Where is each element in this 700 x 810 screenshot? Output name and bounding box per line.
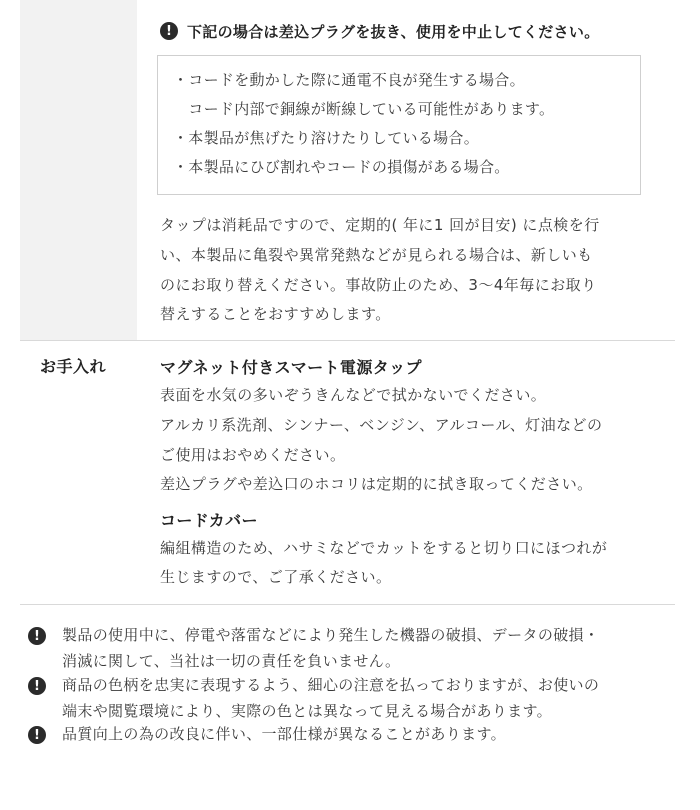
section-divider — [20, 340, 675, 341]
inspection-paragraph-line: い、本製品に亀裂や異常発熱などが見られる場合は、新しいも — [160, 246, 593, 264]
warning-box-line: コード内部で銅線が断線している可能性があります。 — [173, 100, 555, 118]
exclamation-icon: ! — [28, 677, 46, 695]
section-label-cell — [20, 0, 137, 340]
exclamation-icon: ! — [28, 726, 46, 744]
product-title-cord-cover: コードカバー — [160, 511, 258, 530]
inspection-paragraph-line: 替えすることをおすすめします。 — [160, 305, 391, 323]
note-item — [28, 624, 46, 645]
note-item — [28, 674, 46, 695]
care-line: 生じますので、ご了承ください。 — [160, 568, 392, 586]
care-line: 差込プラグや差込口のホコリは定期的に拭き取ってください。 — [160, 475, 593, 493]
care-line: 編組構造のため、ハサミなどでカットをすると切り口にほつれが — [160, 539, 608, 557]
product-title-power-strip: マグネット付きスマート電源タップ — [160, 358, 422, 377]
care-section-label: お手入れ — [40, 357, 107, 376]
care-line: アルカリ系洗剤、シンナー、ベンジン、アルコール、灯油などの — [160, 416, 603, 434]
note-line: 端末や閲覧環境により、実際の色とは異なって見える場合があります。 — [62, 702, 553, 720]
note-line: 消滅に関して、当社は一切の責任を負いません。 — [62, 652, 401, 670]
care-line: 表面を水気の多いぞうきんなどで拭かないでください。 — [160, 386, 547, 404]
note-line: 品質向上の為の改良に伴い、一部仕様が異なることがあります。 — [62, 725, 506, 743]
note-line: 商品の色柄を忠実に表現するよう、細心の注意を払っておりますが、お使いの — [62, 676, 600, 694]
warning-box-line: ・本製品が焦げたり溶けたりしている場合。 — [173, 129, 480, 147]
warning-box-line: ・コードを動かした際に通電不良が発生する場合。 — [173, 71, 525, 89]
inspection-paragraph-line: タップは消耗品ですので、定期的( 年に1 回が目安) に点検を行 — [160, 216, 600, 234]
warning-heading: 下記の場合は差込プラグを抜き、使用を中止してください。 — [187, 22, 600, 41]
exclamation-icon: ! — [28, 627, 46, 645]
section-divider — [20, 604, 675, 605]
note-item — [28, 723, 46, 744]
note-line: 製品の使用中に、停電や落雷などにより発生した機器の破損、データの破損・ — [62, 626, 600, 644]
warning-heading-row — [160, 20, 600, 42]
inspection-paragraph-line: のにお取り替えください。事故防止のため、3～4年毎にお取り — [160, 276, 597, 294]
warning-box-line: ・本製品にひび割れやコードの損傷がある場合。 — [173, 158, 510, 176]
exclamation-icon: ! — [160, 22, 178, 40]
care-line: ご使用はおやめください。 — [160, 446, 346, 464]
